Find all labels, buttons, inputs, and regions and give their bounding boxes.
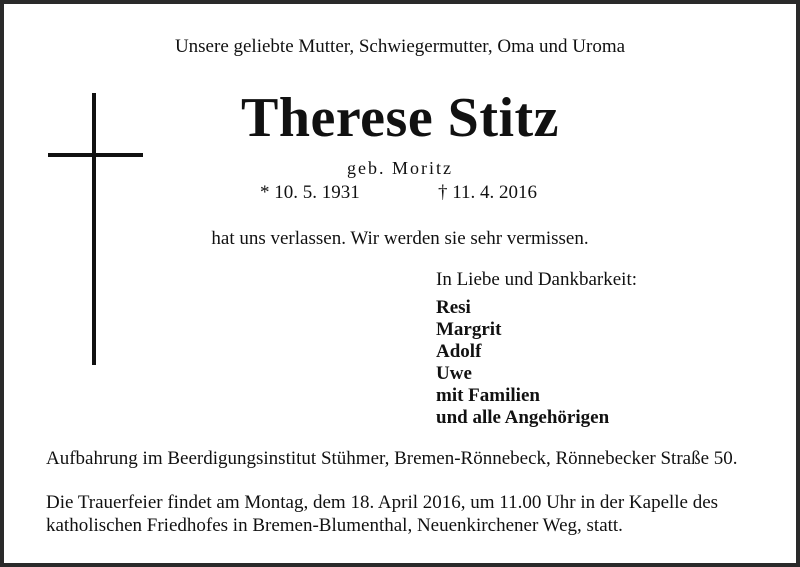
family-member: Adolf bbox=[436, 341, 482, 362]
family-member: mit Familien bbox=[436, 385, 540, 406]
family-member: Margrit bbox=[436, 319, 502, 340]
farewell-message: hat uns verlassen. Wir werden sie sehr vermissen. bbox=[211, 228, 589, 249]
ceremony-line: Die Trauerfeier findet am Montag, dem 18. April 2016, um 11.00 Uhr in der Kapelle des bbox=[46, 492, 719, 513]
deceased-name: Therese Stitz bbox=[240, 87, 560, 149]
ceremony-info bbox=[46, 491, 718, 537]
thanks-line: In Liebe und Dankbarkeit: bbox=[436, 269, 638, 290]
cross-horizontal-bar bbox=[48, 153, 143, 157]
intro-text: Unsere geliebte Mutter, Schwiegermutter, Oma und Uroma bbox=[174, 36, 626, 57]
family-member: und alle Angehörigen bbox=[436, 407, 610, 428]
family-list bbox=[436, 297, 609, 429]
ceremony-line: katholischen Friedhofes in Bremen-Blumenthal, Neuenkirchener Weg, statt. bbox=[46, 515, 623, 536]
family-member: Resi bbox=[436, 297, 471, 318]
laying-out-info: Aufbahrung im Beerdigungsinstitut Stühmer, Bremen-Rönnebeck, Rönnebecker Straße 50. bbox=[46, 448, 738, 469]
date-of-death: † 11. 4. 2016 bbox=[438, 182, 538, 203]
birth-name: geb. Moritz bbox=[347, 158, 453, 178]
family-member: Uwe bbox=[436, 363, 472, 384]
date-of-birth: * 10. 5. 1931 bbox=[260, 182, 360, 203]
